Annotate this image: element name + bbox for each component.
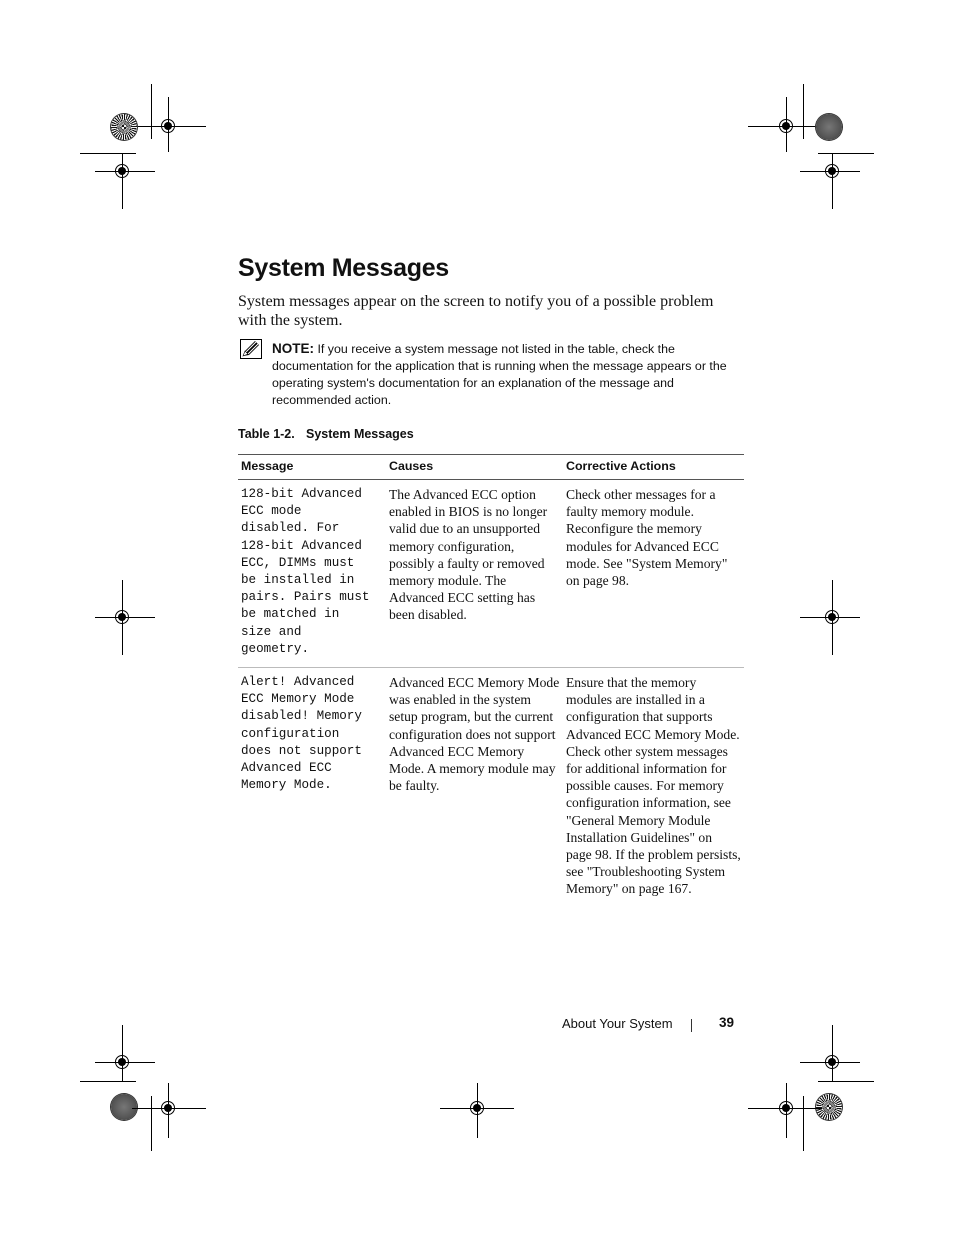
registration-star-icon [111,1094,137,1120]
table-header-row [238,455,744,480]
crosshair-icon [825,1055,839,1069]
crosshair-icon [115,1055,129,1069]
actions-cell: Ensure that the memory modules are installed in a configuration that supports Advanced ECC Memory Mode. Check other system messages for additional information for possible causes. For memory configuration information, see "General Memory Module Installation Guidelines" on page 98. If the problem persists, see "Troubleshooting System Memory" on page 167. [566,675,741,897]
footer-section-title: About Your System [562,1016,673,1031]
column-header-corrective-actions: Corrective Actions [563,455,744,480]
registration-star-icon [111,114,137,140]
causes-cell: The Advanced ECC option enabled in BIOS is no longer valid due to an unsupported memory configuration, possibly a faulty or removed memory module. The Advanced ECC setting has been disabled. [386,480,563,668]
column-header-message: Message [238,455,386,480]
page-title: System Messages [238,254,449,282]
crosshair-icon [825,610,839,624]
note-label: NOTE: [272,341,314,356]
page-number: 39 [719,1015,735,1030]
note-text [272,340,742,409]
footer-divider [691,1019,692,1032]
table-row [238,668,744,907]
table-caption-number: Table 1-2. [238,427,295,441]
crosshair-icon [115,610,129,624]
registration-star-icon [816,114,842,140]
message-cell: Alert! Advanced ECC Memory Mode disabled! Memory configuration does not support Advanced ECC Memory Mode. [241,675,362,793]
actions-cell: Check other messages for a faulty memory module. Reconfigure the memory modules for Advanced ECC mode. See "System Memory" on page 98. [563,480,744,668]
pencil-note-icon [240,339,262,359]
crosshair-icon [779,119,793,133]
registration-star-icon [816,1094,842,1120]
crosshair-icon [779,1101,793,1115]
note-body: If you receive a system message not listed in the table, check the documentation for the application that is running when the message appears or the operating system's documentation for an explanation of the message and recommended action. [272,342,727,407]
crosshair-icon [161,119,175,133]
message-cell: 128-bit Advanced ECC mode disabled. For 128-bit Advanced ECC, DIMMs must be installed in pairs. Pairs must be matched in size and geometry. [238,480,386,668]
column-header-causes: Causes [386,455,563,480]
system-messages-table [238,454,744,907]
crosshair-icon [161,1101,175,1115]
crosshair-icon [470,1101,484,1115]
table-caption [238,427,414,441]
crosshair-icon [115,164,129,178]
table-caption-title: System Messages [306,427,414,441]
causes-cell: Advanced ECC Memory Mode was enabled in the system setup program, but the current configuration does not support Advanced ECC Memory Mode. A memory module may be faulty. [389,675,560,794]
intro-paragraph: System messages appear on the screen to notify you of a possible problem with the system. [238,293,714,329]
table-row [238,480,744,668]
crosshair-icon [825,164,839,178]
